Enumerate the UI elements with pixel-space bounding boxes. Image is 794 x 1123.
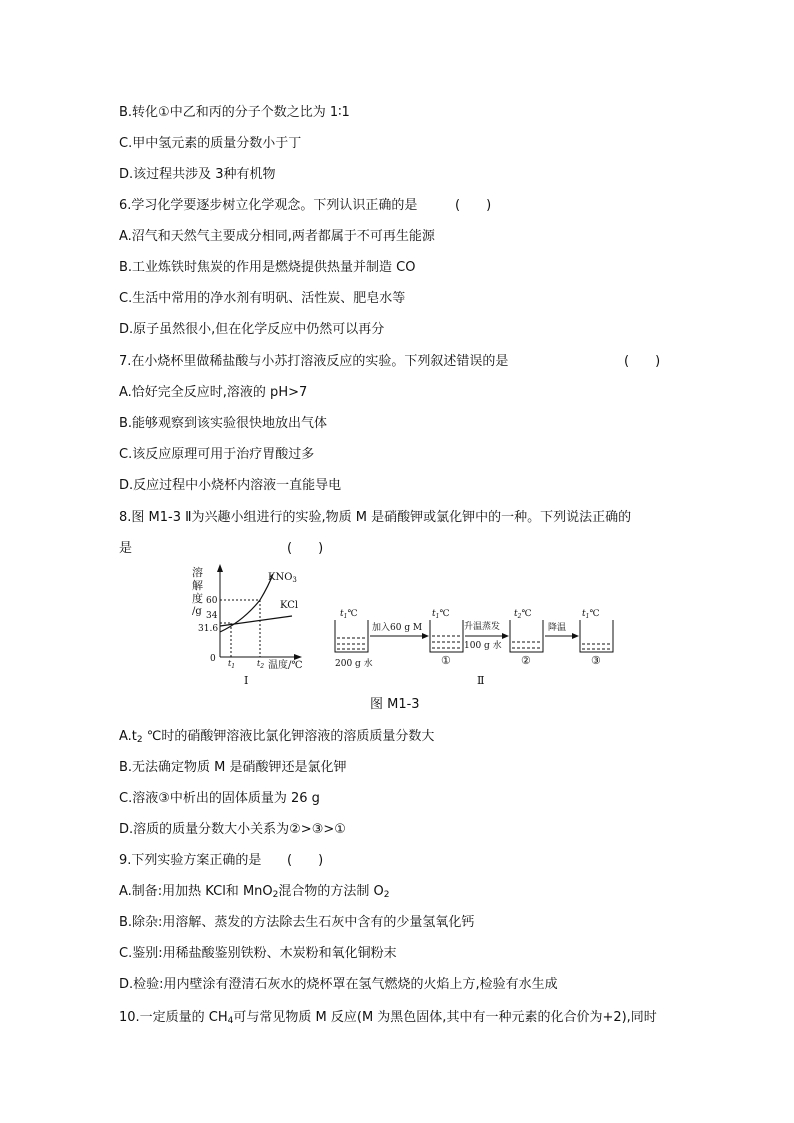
kno3-curve	[220, 574, 273, 632]
option-6a: A.沼气和天然气主要成分相同,两者都属于不可再生能源	[119, 229, 435, 244]
option-6b: B.工业炼铁时焦炭的作用是燃烧提供热量并制造 CO	[119, 260, 416, 275]
xlabel: 温度/℃	[268, 660, 303, 671]
y-axis-arrow	[217, 564, 223, 572]
answer-blank-9: ( )	[287, 853, 324, 868]
ytick-34: 34	[206, 611, 218, 621]
option-9a: A.制备:用加热 KCl和 MnO$_2$混合物的方法制 $O_2$	[119, 884, 390, 900]
start-label: 200 g 水	[335, 659, 373, 669]
option-8c: C.溶液③中析出的固体质量为 26 g	[119, 791, 320, 806]
option-1b: B.转化①中乙和丙的分子个数之比为 1∶1	[119, 105, 350, 120]
temp-label-2: $t_2℃$	[514, 609, 532, 620]
option-6c: C.生活中常用的净水剂有明矾、活性炭、肥皂水等	[119, 291, 406, 306]
temp-label-0: $t_1℃$	[340, 609, 358, 620]
option-7a: A.恰好完全反应时,溶液的 pH>7	[119, 385, 308, 400]
kno3-label: $KNO_3$	[268, 572, 297, 584]
xtick-t1: $t_1$	[228, 659, 236, 670]
option-8a: $A.t_2$ ℃时的硝酸钾溶液比氯化钾溶液的溶质质量分数大	[119, 729, 435, 745]
beaker-3	[580, 620, 613, 652]
step3-label: 降温	[548, 623, 567, 633]
label-3: ③	[591, 654, 601, 667]
process-diagram	[335, 609, 613, 687]
step2a-label: 升温蒸发	[464, 622, 501, 632]
figure-m1-3	[180, 560, 620, 690]
label-2: ②	[521, 654, 531, 667]
figure-svg	[180, 560, 620, 690]
step1-label: 加入60 g M	[372, 623, 423, 633]
step2b-label: 100 g 水	[464, 641, 502, 651]
ytick-60: 60	[206, 596, 218, 606]
answer-blank-8: ( )	[287, 541, 324, 556]
question-10: 10.一定质量的 $CH_4$可与常见物质 M 反应(M 为黑色固体,其中有一种元素的化合价为+2),同时	[119, 1010, 657, 1026]
figure-caption: 图 M1-3	[370, 697, 420, 712]
option-9b: B.除杂:用溶解、蒸发的方法除去生石灰中含有的少量氢氧化钙	[119, 915, 475, 930]
option-7d: D.反应过程中小烧杯内溶液一直能导电	[119, 478, 342, 493]
ytick-0: 0	[210, 654, 216, 664]
yunit: /g	[192, 606, 202, 617]
option-9c: C.鉴别:用稀盐酸鉴别铁粉、木炭粉和氧化铜粉末	[119, 946, 397, 961]
panel-label-ii: Ⅱ	[477, 674, 485, 687]
option-6d: D.原子虽然很小,但在化学反应中仍然可以再分	[119, 322, 385, 337]
option-8d: D.溶质的质量分数大小关系为②>③>①	[119, 822, 346, 837]
temp-label-1: $t_1℃$	[432, 609, 450, 620]
label-1: ①	[441, 654, 451, 667]
kcl-line	[220, 616, 292, 626]
option-7b: B.能够观察到该实验很快地放出气体	[119, 416, 328, 431]
panel-label-i: Ⅰ	[244, 674, 249, 687]
ytick-31-6: 31.6	[198, 624, 219, 634]
option-1d: D.该过程共涉及 3种有机物	[119, 167, 276, 182]
option-9d: D.检验:用内壁涂有澄清石灰水的烧杯罩在氢气燃烧的火焰上方,检验有水生成	[119, 977, 558, 992]
option-1c: C.甲中氢元素的质量分数小于丁	[119, 136, 302, 151]
option-8b: B.无法确定物质 M 是硝酸钾还是氯化钾	[119, 760, 347, 775]
ylabel-char: 解	[192, 579, 203, 592]
ylabel-char: 溶	[192, 566, 203, 579]
solubility-graph	[192, 564, 303, 687]
question-9: 9.下列实验方案正确的是	[119, 853, 262, 868]
beaker-2	[510, 620, 543, 652]
kcl-label: KCl	[280, 600, 299, 611]
question-8: 8.图 M1-3 Ⅱ为兴趣小组进行的实验,物质 M 是硝酸钾或氯化钾中的一种。下列说法正确的	[119, 510, 632, 525]
question-6: 6.学习化学要逐步树立化学观念。下列认识正确的是	[119, 198, 418, 213]
temp-label-3: $t_1℃$	[582, 609, 600, 620]
question-8-cont: 是	[119, 541, 133, 556]
answer-blank-7: ( )	[624, 354, 661, 369]
option-7c: C.该反应原理可用于治疗胃酸过多	[119, 447, 315, 462]
beaker-0	[335, 620, 368, 652]
answer-blank-6: ( )	[455, 198, 492, 213]
xtick-t2: $t_2$	[257, 659, 265, 670]
question-7: 7.在小烧杯里做稀盐酸与小苏打溶液反应的实验。下列叙述错误的是	[119, 354, 509, 369]
ylabel-char: 度	[192, 592, 203, 605]
